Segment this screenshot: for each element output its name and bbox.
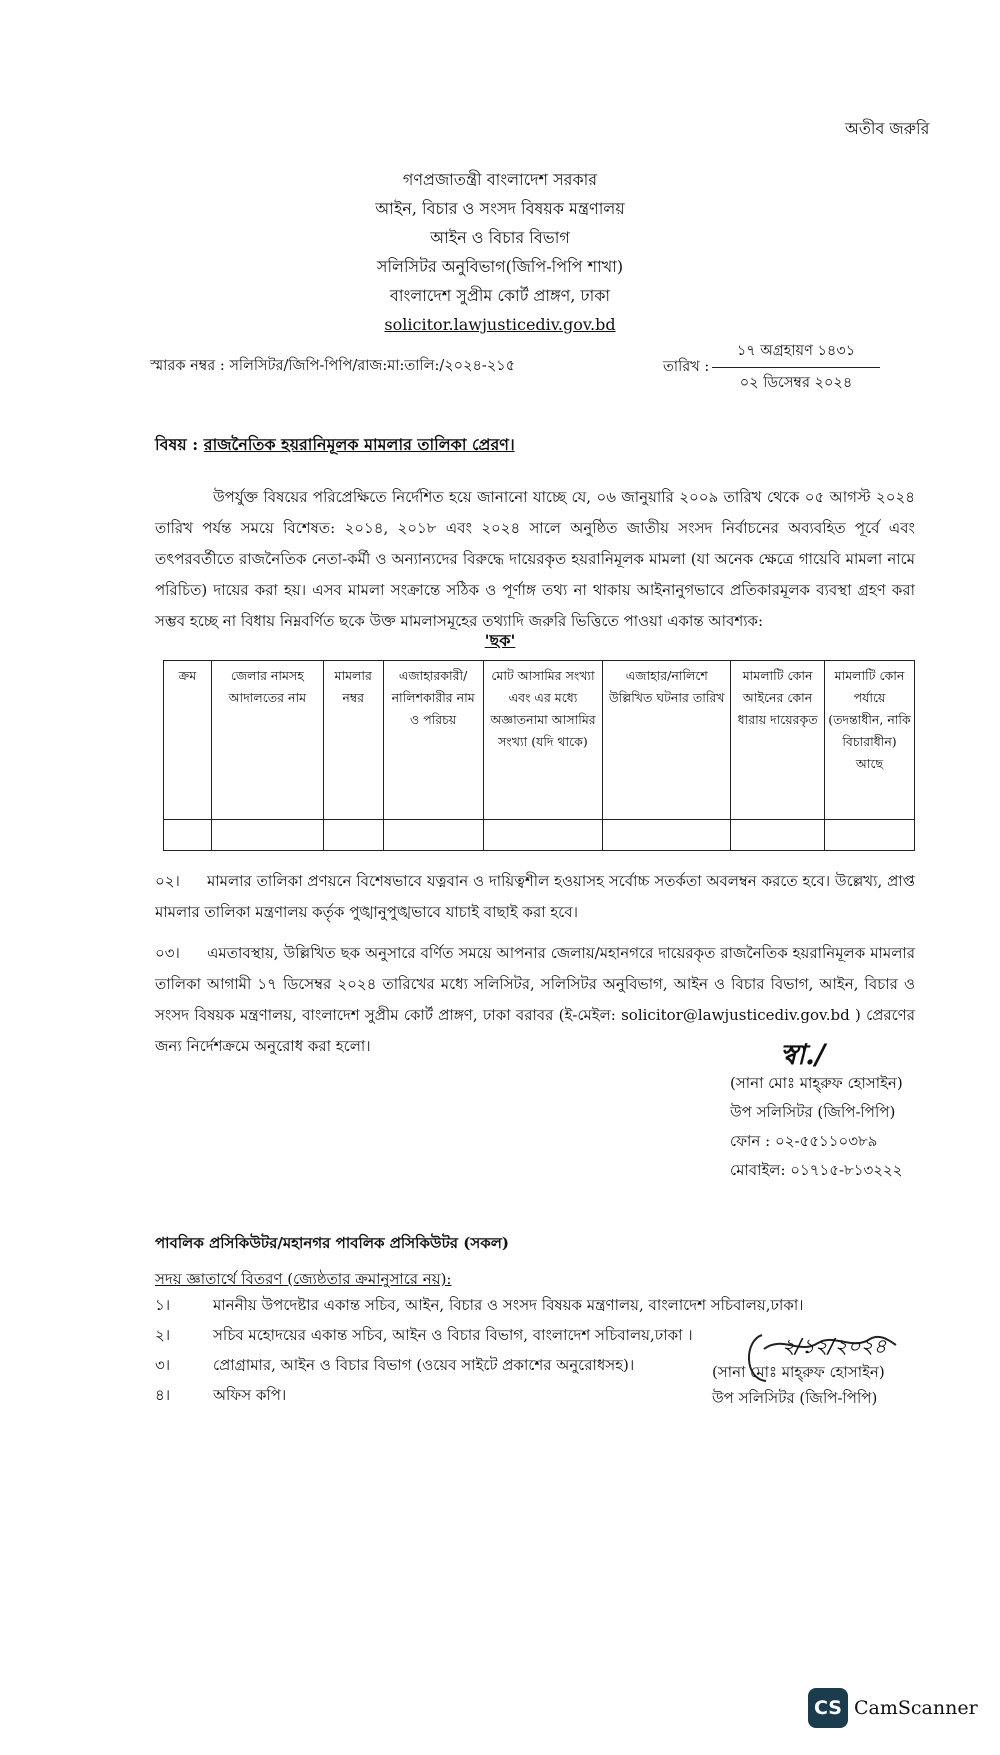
division-name: আইন ও বিচার বিভাগ <box>430 228 570 247</box>
website-link[interactable]: solicitor.lawjusticediv.gov.bd <box>384 315 616 334</box>
table-cell <box>164 820 212 851</box>
table-cell <box>383 820 483 851</box>
table-title: 'ছক' <box>484 631 516 650</box>
signatory-mobile: মোবাইল: ০১৭১৫-৮১৩২২২ <box>730 1161 903 1179</box>
signature-block-2 <box>712 1333 886 1411</box>
list-item <box>155 1350 804 1380</box>
distribution-heading: সদয় জ্ঞাতার্থে বিতরণ (জ্যেষ্ঠতার ক্রমানুসারে নয়): <box>155 1270 452 1288</box>
list-item-text: অফিস কপি। <box>213 1386 287 1404</box>
paragraph-2 <box>155 866 915 928</box>
col-accused-count: মোট আসামির সংখ্যা এবং এর মধ্যে অজ্ঞাতনামা আসামির সংখ্যা (যদি থাকে) <box>483 661 603 820</box>
recipient-line: পাবলিক প্রসিকিউটর/মহানগর পাবলিক প্রসিকিউটর (সকল) <box>155 1234 509 1252</box>
table-cell <box>825 820 915 851</box>
col-incident-date: এজাহার/নালিশে উল্লিখিত ঘটনার তারিখ <box>603 661 731 820</box>
paragraph-number: ০৩। <box>155 944 180 962</box>
table-cell <box>731 820 825 851</box>
signatory-designation: উপ সলিসিটর (জিপি-পিপি) <box>730 1103 896 1121</box>
table-cell <box>603 820 731 851</box>
table-row <box>164 820 915 851</box>
camscanner-logo-icon: CS <box>808 1688 848 1728</box>
wing-name: সলিসিটর অনুবিভাগ(জিপি-পিপি শাখা) <box>376 257 624 276</box>
govt-name: গণপ্রজাতন্ত্রী বাংলাদেশ সরকার <box>402 170 598 189</box>
paragraph-text: মামলার তালিকা প্রণয়নে বিশেষভাবে যত্নবান ও দায়িত্বশীল হওয়াসহ সর্বোচ্চ সতর্কতা অবলম্বন করতে হবে। উল্লেখ্য, প্রাপ্ত মামলার তালিকা মন্ত্রণালয় কর্তৃক পুঙ্খানুপুঙ্খভাবে যাচাই বাছাই করা হবে। <box>155 872 915 921</box>
col-case-stage: মামলাটি কোন পর্যায়ে (তদন্তাধীন, নাকি বিচারাধীন) আছে <box>825 661 915 820</box>
list-item-text: সচিব মহোদয়ের একান্ত সচিব, আইন ও বিচার বিভাগ, বাংলাদেশ সচিবালয়,ঢাকা । <box>213 1326 693 1344</box>
list-item-number: ২। <box>155 1326 171 1344</box>
subject-text: রাজনৈতিক হয়রানিমূলক মামলার তালিকা প্রেরণ। <box>203 435 515 454</box>
paragraph-1: উপর্যুক্ত বিষয়ের পরিপ্রেক্ষিতে নির্দেশিত হয়ে জানানো যাচ্ছে যে, ০৬ জানুয়ারি ২০০৯ তারিখ থেকে ০৫ আগস্ট ২০২৪ তারিখ পর্যন্ত সময়ে বিশেষত: ২০১৪, ২০১৮ এবং ২০২৪ সালে অনুষ্ঠিত জাতীয় সংসদ নির্বাচনের অব্যবহিত পূর্বে এবং তৎপরবর্তীতে রাজনৈতিক নেতা-কর্মী ও অন্যান্যদের বিরুদ্ধে দায়েরকৃত হয়রানিমূলক মামলা (যা অনেক ক্ষেত্রে গায়েবি মামলা নামে পরিচিত) দায়ের করা হয়। এসব মামলা সংক্রান্তে সঠিক ও পূর্ণাঙ্গ তথ্য না থাকায় আইনানুগভাবে প্রতিকারমূলক ব্যবস্থা গ্রহণ করা সম্ভব হচ্ছে না বিধায় নিম্নবর্ণিত ছকে উক্ত মামলাসমূহের তথ্যাদি জরুরি ভিত্তিতে পাওয়া একান্ত আবশ্যক: <box>155 488 915 630</box>
list-item-number: ১। <box>155 1296 171 1314</box>
list-item-text: মাননীয় উপদেষ্টার একান্ত সচিব, আইন, বিচার ও সংসদ বিষয়ক মন্ত্রণালয়, বাংলাদেশ সচিবালয়,ঢাকা। <box>213 1296 804 1314</box>
handwritten-date: ২/১২/২০২৪ <box>782 1334 887 1358</box>
list-item <box>155 1320 804 1350</box>
camscanner-watermark <box>808 1688 978 1728</box>
paragraph-number: ০২। <box>155 872 180 890</box>
memo-number: স্মারক নম্বর : সলিসিটর/জিপি-পিপি/রাজ:মা:তালি:/২০২৪-২১৫ <box>150 358 516 374</box>
col-complainant: এজাহারকারী/ নালিশকারীর নাম ও পরিচয় <box>383 661 483 820</box>
signatory-designation: উপ সলিসিটর (জিপি-পিপি) <box>712 1389 878 1407</box>
subject-line <box>155 432 515 459</box>
list-item-text: প্রোগ্রামার, আইন ও বিচার বিভাগ (ওয়েব সাইটে প্রকাশের অনুরোধসহ)। <box>213 1356 635 1374</box>
date-label: তারিখ : <box>663 359 710 375</box>
list-item <box>155 1290 804 1320</box>
table-cell <box>211 820 323 851</box>
signature-block <box>730 1040 903 1185</box>
table-cell <box>483 820 603 851</box>
col-court: জেলার নামসহ আদালতের নাম <box>211 661 323 820</box>
office-address: বাংলাদেশ সুপ্রীম কোর্ট প্রাঙ্গণ, ঢাকা <box>389 286 611 305</box>
urgent-label: অতীব জরুরি <box>845 119 930 138</box>
list-item-number: ৩। <box>155 1356 171 1374</box>
signatory-name: (সানা মোঃ মাহ্‌রুফ হোসাইন) <box>712 1363 885 1381</box>
paragraph-text: এমতাবস্থায়, উল্লিখিত ছক অনুসারে বর্ণিত সময়ে আপনার জেলায়/মহানগরে দায়েরকৃত রাজনৈতিক হয়রানিমূলক মামলার তালিকা আগামী ১৭ ডিসেম্বর ২০২৪ তারিখের মধ্যে সলিসিটর, সলিসিটর অনুবিভাগ, আইন ও বিচার বিভাগ, আইন, বিচার ও সংসদ বিষয়ক মন্ত্রণালয়, বাংলাদেশ সুপ্রীম কোর্ট প্রাঙ্গণ, ঢাকা বরাবর (ই-মেইল: solicitor@lawjusticediv.gov.bd ) প্রেরণের জন্য নির্দেশক্রমে অনুরোধ করা হলো। <box>155 944 915 1055</box>
list-item <box>155 1380 804 1410</box>
ministry-name: আইন, বিচার ও সংসদ বিষয়ক মন্ত্রণালয় <box>375 199 625 218</box>
list-item-number: ৪। <box>155 1386 171 1404</box>
date-english: ০২ ডিসেম্বর ২০২৪ <box>739 375 853 391</box>
signatory-phone: ফোন : ০২-৫৫১১০৩৮৯ <box>730 1132 878 1150</box>
col-law-section: মামলাটি কোন আইনের কোন ধারায় দায়েরকৃত <box>731 661 825 820</box>
letterhead <box>0 165 1000 339</box>
col-serial: ক্রম <box>164 661 212 820</box>
subject-label: বিষয় : <box>155 435 199 454</box>
col-case-number: মামলার নম্বর <box>323 661 383 820</box>
camscanner-label: CamScanner <box>854 1697 978 1719</box>
signature-mark: স্বা./ <box>780 1038 826 1071</box>
table-header-row <box>164 661 915 820</box>
case-form-table <box>163 660 915 851</box>
date-box <box>712 340 880 396</box>
table-cell <box>323 820 383 851</box>
signatory-name: (সানা মোঃ মাহ্‌রুফ হোসাইন) <box>730 1074 903 1092</box>
date-bangla: ১৭ অগ্রহায়ণ ১৪৩১ <box>712 340 880 368</box>
distribution-list <box>155 1290 804 1410</box>
